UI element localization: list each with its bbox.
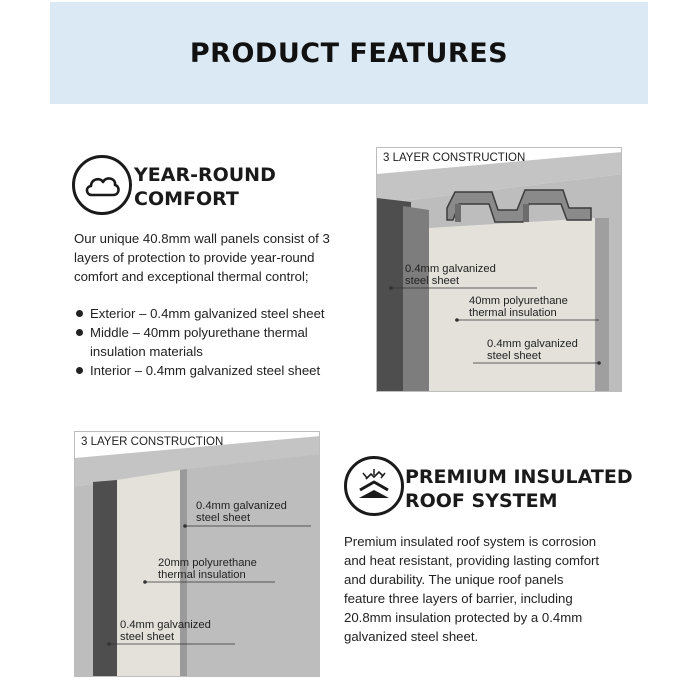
diagram-label-bottom-steel [120,619,211,643]
diagram-label-insulation [158,557,257,581]
comfort-title [134,163,276,211]
diagram-label-interior-steel [487,338,578,362]
roof-title-line1: PREMIUM INSULATED [405,466,633,488]
roof-paragraph [344,532,599,646]
layer-bullet-list [74,304,325,380]
wall-panel-diagram [376,147,622,392]
roof-paragraph-line: galvanized steel sheet. [344,629,479,644]
roof-paragraph-line: Premium insulated roof system is corrosion [344,534,597,549]
bullet-text: Exterior – 0.4mm galvanized steel sheet [90,306,325,321]
comfort-paragraph-line: Our unique 40.8mm wall panels consist of 3 [74,231,330,246]
label-text: thermal insulation [158,569,246,581]
comfort-paragraph-line: layers of protection to provide year-round [74,250,315,265]
diagram-label-top-steel [196,500,287,524]
header-banner [50,2,648,104]
roof-paragraph-line: and durability. The unique roof panels [344,572,564,587]
diagram-caption: 3 LAYER CONSTRUCTION [383,152,526,164]
roof-title-line2: ROOF SYSTEM [405,490,558,512]
label-text: 0.4mm galvanized [405,263,496,275]
comfort-paragraph-line: comfort and exceptional thermal control; [74,269,309,284]
label-text: steel sheet [196,512,251,524]
cloud-icon-badge [72,155,132,215]
label-text: steel sheet [487,350,542,362]
roof-heat-shield-icon-badge [344,456,404,516]
label-text: 20mm polyurethane [158,557,257,569]
label-text: 40mm polyurethane [469,295,568,307]
bullet-text: insulation materials [90,344,203,359]
roof-paragraph-line: and heat resistant, providing lasting comfort [344,553,600,568]
roof-paragraph-line: 20.8mm insulation protected by a 0.4mm [344,610,583,625]
comfort-title-line1: YEAR-ROUND [134,164,276,186]
roof-title [405,465,633,513]
bullet-text: Middle – 40mm polyurethane thermal [90,325,308,340]
label-text: thermal insulation [469,307,557,319]
cloud-icon [83,172,121,198]
roof-heat-shield-icon [354,468,394,504]
diagram-caption: 3 LAYER CONSTRUCTION [81,436,224,448]
roof-panel-diagram [74,431,320,677]
label-text: 0.4mm galvanized [120,619,211,631]
page-title: PRODUCT FEATURES [189,37,509,69]
comfort-paragraph [74,229,330,286]
diagram-label-exterior-steel [405,263,496,287]
bullet-item-interior [74,361,325,380]
label-text: steel sheet [120,631,175,643]
bullet-item-exterior [74,304,325,323]
bullet-text: Interior – 0.4mm galvanized steel sheet [90,363,321,378]
roof-paragraph-line: feature three layers of barrier, including [344,591,573,606]
label-text: 0.4mm galvanized [196,500,287,512]
diagram-label-insulation [469,295,568,319]
bullet-item-middle [74,323,325,361]
label-text: 0.4mm galvanized [487,338,578,350]
label-text: steel sheet [405,275,460,287]
comfort-title-line2: COMFORT [134,188,239,210]
